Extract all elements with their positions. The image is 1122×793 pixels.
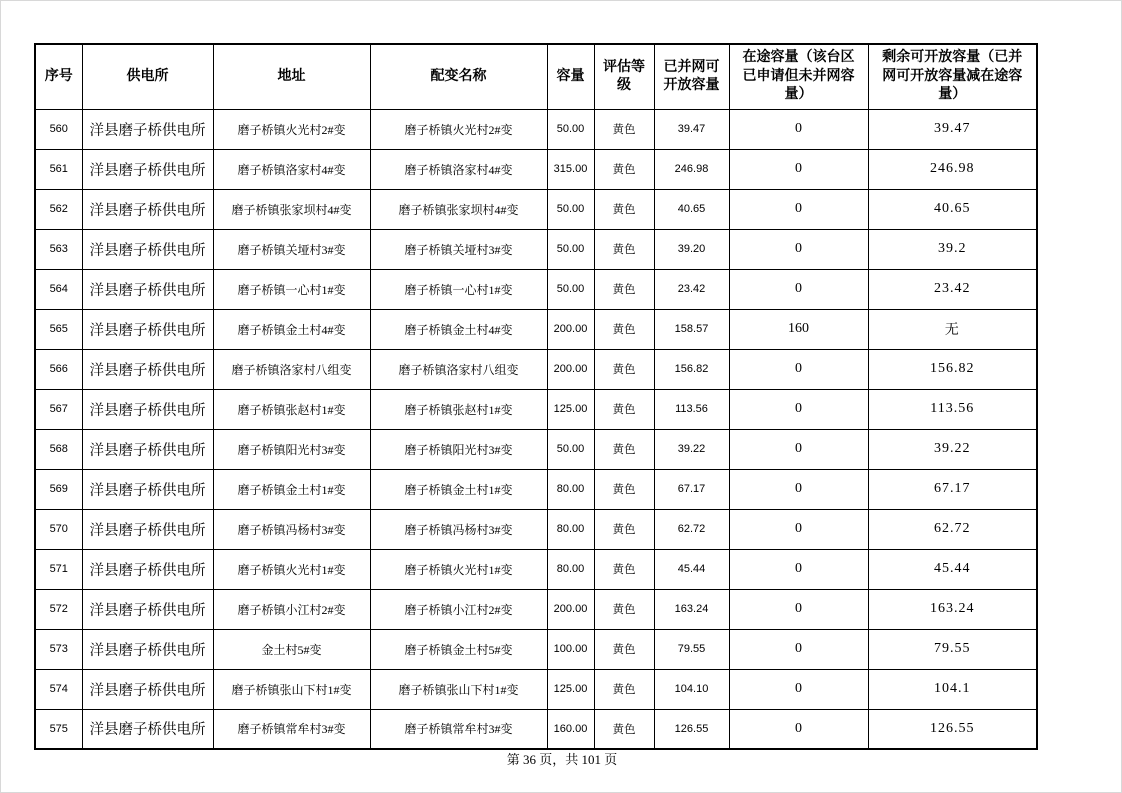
cell-grade: 黄色 xyxy=(594,629,654,669)
capacity-table xyxy=(34,43,1038,750)
cell-in-transit: 160 xyxy=(729,309,868,349)
cell-index: 568 xyxy=(35,429,82,469)
table-row xyxy=(35,229,1037,269)
cell-in-transit: 0 xyxy=(729,389,868,429)
cell-index: 563 xyxy=(35,229,82,269)
cell-remaining: 104.1 xyxy=(868,669,1037,709)
cell-in-transit: 0 xyxy=(729,269,868,309)
column-header-remaining: 剩余可开放容量（已并网可开放容量减在途容量） xyxy=(868,44,1037,109)
cell-address: 磨子桥镇阳光村3#变 xyxy=(213,429,370,469)
cell-index: 566 xyxy=(35,349,82,389)
cell-index: 573 xyxy=(35,629,82,669)
cell-grade: 黄色 xyxy=(594,389,654,429)
cell-address: 磨子桥镇金土村1#变 xyxy=(213,469,370,509)
cell-index: 565 xyxy=(35,309,82,349)
cell-capacity: 315.00 xyxy=(547,149,594,189)
cell-grade: 黄色 xyxy=(594,669,654,709)
header-row xyxy=(35,44,1037,109)
cell-in-transit: 0 xyxy=(729,669,868,709)
cell-capacity: 80.00 xyxy=(547,509,594,549)
table-row xyxy=(35,109,1037,149)
cell-index: 575 xyxy=(35,709,82,749)
cell-transformer: 磨子桥镇金土村4#变 xyxy=(370,309,547,349)
cell-grid-open: 39.20 xyxy=(654,229,729,269)
cell-address: 磨子桥镇金土村4#变 xyxy=(213,309,370,349)
cell-index: 567 xyxy=(35,389,82,429)
cell-address: 磨子桥镇张山下村1#变 xyxy=(213,669,370,709)
cell-capacity: 50.00 xyxy=(547,269,594,309)
table-row xyxy=(35,389,1037,429)
cell-index: 571 xyxy=(35,549,82,589)
cell-in-transit: 0 xyxy=(729,349,868,389)
cell-grid-open: 39.22 xyxy=(654,429,729,469)
cell-grade: 黄色 xyxy=(594,229,654,269)
cell-capacity: 200.00 xyxy=(547,349,594,389)
cell-transformer: 磨子桥镇张赵村1#变 xyxy=(370,389,547,429)
cell-grade: 黄色 xyxy=(594,189,654,229)
column-header-capacity: 容量 xyxy=(547,44,594,109)
column-header-grid-open: 已并网可开放容量 xyxy=(654,44,729,109)
cell-remaining: 156.82 xyxy=(868,349,1037,389)
cell-grade: 黄色 xyxy=(594,269,654,309)
cell-remaining: 39.22 xyxy=(868,429,1037,469)
cell-station: 洋县磨子桥供电所 xyxy=(82,509,213,549)
column-header-in-transit: 在途容量（该台区已申请但未并网容量） xyxy=(729,44,868,109)
cell-station: 洋县磨子桥供电所 xyxy=(82,109,213,149)
cell-transformer: 磨子桥镇关垭村3#变 xyxy=(370,229,547,269)
cell-grid-open: 113.56 xyxy=(654,389,729,429)
column-header-grade: 评估等级 xyxy=(594,44,654,109)
cell-transformer: 磨子桥镇小江村2#变 xyxy=(370,589,547,629)
table-row xyxy=(35,709,1037,749)
cell-address: 磨子桥镇常牟村3#变 xyxy=(213,709,370,749)
cell-station: 洋县磨子桥供电所 xyxy=(82,389,213,429)
cell-index: 560 xyxy=(35,109,82,149)
table-row xyxy=(35,589,1037,629)
table-row xyxy=(35,669,1037,709)
table-row xyxy=(35,349,1037,389)
table-body xyxy=(35,109,1037,749)
cell-grid-open: 163.24 xyxy=(654,589,729,629)
cell-address: 磨子桥镇火光村2#变 xyxy=(213,109,370,149)
cell-remaining: 113.56 xyxy=(868,389,1037,429)
cell-station: 洋县磨子桥供电所 xyxy=(82,709,213,749)
cell-grid-open: 39.47 xyxy=(654,109,729,149)
table-row xyxy=(35,149,1037,189)
cell-address: 磨子桥镇一心村1#变 xyxy=(213,269,370,309)
table-header xyxy=(35,44,1037,109)
cell-grid-open: 158.57 xyxy=(654,309,729,349)
column-header-station: 供电所 xyxy=(82,44,213,109)
cell-remaining: 45.44 xyxy=(868,549,1037,589)
cell-in-transit: 0 xyxy=(729,589,868,629)
cell-remaining: 23.42 xyxy=(868,269,1037,309)
cell-in-transit: 0 xyxy=(729,109,868,149)
cell-transformer: 磨子桥镇火光村2#变 xyxy=(370,109,547,149)
cell-station: 洋县磨子桥供电所 xyxy=(82,469,213,509)
cell-capacity: 50.00 xyxy=(547,109,594,149)
cell-in-transit: 0 xyxy=(729,469,868,509)
column-header-address: 地址 xyxy=(213,44,370,109)
cell-index: 562 xyxy=(35,189,82,229)
cell-transformer: 磨子桥镇金土村5#变 xyxy=(370,629,547,669)
cell-grade: 黄色 xyxy=(594,309,654,349)
cell-capacity: 80.00 xyxy=(547,469,594,509)
cell-address: 金土村5#变 xyxy=(213,629,370,669)
cell-grid-open: 40.65 xyxy=(654,189,729,229)
column-header-index: 序号 xyxy=(35,44,82,109)
cell-index: 569 xyxy=(35,469,82,509)
cell-address: 磨子桥镇冯杨村3#变 xyxy=(213,509,370,549)
cell-station: 洋县磨子桥供电所 xyxy=(82,229,213,269)
table-row xyxy=(35,549,1037,589)
cell-address: 磨子桥镇关垭村3#变 xyxy=(213,229,370,269)
cell-station: 洋县磨子桥供电所 xyxy=(82,149,213,189)
cell-station: 洋县磨子桥供电所 xyxy=(82,309,213,349)
cell-index: 564 xyxy=(35,269,82,309)
cell-capacity: 200.00 xyxy=(547,309,594,349)
cell-remaining: 40.65 xyxy=(868,189,1037,229)
cell-grid-open: 62.72 xyxy=(654,509,729,549)
column-header-transformer: 配变名称 xyxy=(370,44,547,109)
cell-address: 磨子桥镇洛家村八组变 xyxy=(213,349,370,389)
page-footer: 第 36 页，共 101 页 xyxy=(506,752,618,767)
cell-grade: 黄色 xyxy=(594,149,654,189)
cell-remaining: 39.2 xyxy=(868,229,1037,269)
cell-station: 洋县磨子桥供电所 xyxy=(82,549,213,589)
cell-grid-open: 126.55 xyxy=(654,709,729,749)
table-row xyxy=(35,269,1037,309)
cell-station: 洋县磨子桥供电所 xyxy=(82,429,213,469)
table-row xyxy=(35,509,1037,549)
cell-address: 磨子桥镇小江村2#变 xyxy=(213,589,370,629)
cell-station: 洋县磨子桥供电所 xyxy=(82,629,213,669)
cell-transformer: 磨子桥镇张家坝村4#变 xyxy=(370,189,547,229)
cell-remaining: 无 xyxy=(868,309,1037,349)
cell-station: 洋县磨子桥供电所 xyxy=(82,269,213,309)
cell-grid-open: 156.82 xyxy=(654,349,729,389)
cell-in-transit: 0 xyxy=(729,189,868,229)
cell-transformer: 磨子桥镇洛家村八组变 xyxy=(370,349,547,389)
table-row xyxy=(35,309,1037,349)
cell-remaining: 62.72 xyxy=(868,509,1037,549)
table-row xyxy=(35,629,1037,669)
cell-grid-open: 45.44 xyxy=(654,549,729,589)
cell-transformer: 磨子桥镇常牟村3#变 xyxy=(370,709,547,749)
cell-in-transit: 0 xyxy=(729,509,868,549)
cell-remaining: 163.24 xyxy=(868,589,1037,629)
cell-index: 574 xyxy=(35,669,82,709)
cell-capacity: 100.00 xyxy=(547,629,594,669)
cell-address: 磨子桥镇张赵村1#变 xyxy=(213,389,370,429)
cell-station: 洋县磨子桥供电所 xyxy=(82,349,213,389)
cell-index: 572 xyxy=(35,589,82,629)
cell-remaining: 79.55 xyxy=(868,629,1037,669)
table-row xyxy=(35,429,1037,469)
cell-transformer: 磨子桥镇张山下村1#变 xyxy=(370,669,547,709)
cell-grid-open: 67.17 xyxy=(654,469,729,509)
cell-grid-open: 246.98 xyxy=(654,149,729,189)
cell-in-transit: 0 xyxy=(729,549,868,589)
cell-index: 561 xyxy=(35,149,82,189)
cell-station: 洋县磨子桥供电所 xyxy=(82,589,213,629)
cell-address: 磨子桥镇洛家村4#变 xyxy=(213,149,370,189)
cell-in-transit: 0 xyxy=(729,429,868,469)
cell-grade: 黄色 xyxy=(594,589,654,629)
cell-grade: 黄色 xyxy=(594,549,654,589)
cell-index: 570 xyxy=(35,509,82,549)
cell-capacity: 50.00 xyxy=(547,229,594,269)
cell-capacity: 125.00 xyxy=(547,389,594,429)
cell-capacity: 200.00 xyxy=(547,589,594,629)
cell-transformer: 磨子桥镇金土村1#变 xyxy=(370,469,547,509)
cell-grid-open: 79.55 xyxy=(654,629,729,669)
cell-grade: 黄色 xyxy=(594,709,654,749)
table-row xyxy=(35,469,1037,509)
cell-grade: 黄色 xyxy=(594,469,654,509)
cell-station: 洋县磨子桥供电所 xyxy=(82,189,213,229)
cell-in-transit: 0 xyxy=(729,709,868,749)
cell-grid-open: 104.10 xyxy=(654,669,729,709)
cell-address: 磨子桥镇张家坝村4#变 xyxy=(213,189,370,229)
cell-transformer: 磨子桥镇火光村1#变 xyxy=(370,549,547,589)
cell-transformer: 磨子桥镇冯杨村3#变 xyxy=(370,509,547,549)
cell-grade: 黄色 xyxy=(594,349,654,389)
cell-station: 洋县磨子桥供电所 xyxy=(82,669,213,709)
cell-transformer: 磨子桥镇阳光村3#变 xyxy=(370,429,547,469)
cell-remaining: 246.98 xyxy=(868,149,1037,189)
cell-in-transit: 0 xyxy=(729,149,868,189)
cell-remaining: 126.55 xyxy=(868,709,1037,749)
cell-grade: 黄色 xyxy=(594,509,654,549)
cell-capacity: 50.00 xyxy=(547,189,594,229)
cell-grade: 黄色 xyxy=(594,429,654,469)
cell-transformer: 磨子桥镇洛家村4#变 xyxy=(370,149,547,189)
cell-grid-open: 23.42 xyxy=(654,269,729,309)
cell-in-transit: 0 xyxy=(729,229,868,269)
cell-in-transit: 0 xyxy=(729,629,868,669)
cell-remaining: 67.17 xyxy=(868,469,1037,509)
cell-address: 磨子桥镇火光村1#变 xyxy=(213,549,370,589)
table-row xyxy=(35,189,1037,229)
cell-capacity: 125.00 xyxy=(547,669,594,709)
cell-capacity: 50.00 xyxy=(547,429,594,469)
cell-transformer: 磨子桥镇一心村1#变 xyxy=(370,269,547,309)
cell-grade: 黄色 xyxy=(594,109,654,149)
cell-remaining: 39.47 xyxy=(868,109,1037,149)
cell-capacity: 160.00 xyxy=(547,709,594,749)
cell-capacity: 80.00 xyxy=(547,549,594,589)
